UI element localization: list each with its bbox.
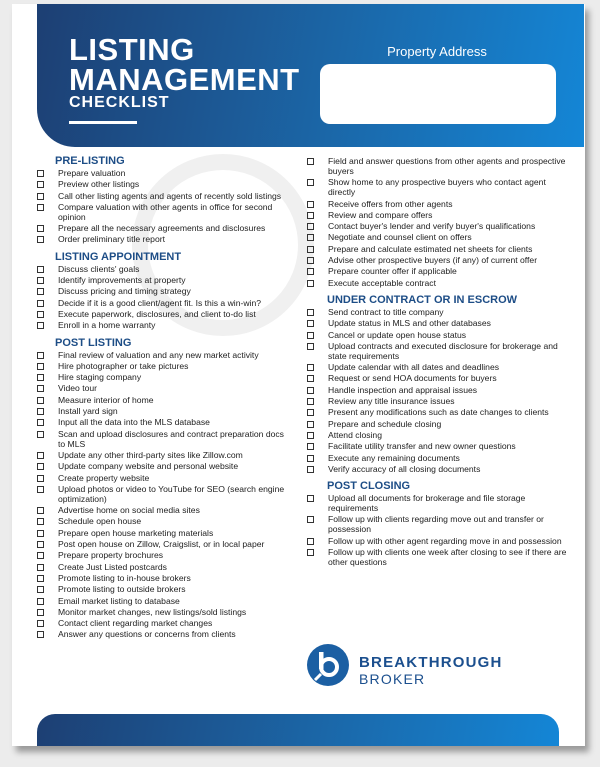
checkbox[interactable] [307, 516, 314, 523]
checklist-item [35, 361, 293, 371]
checklist-item [35, 298, 293, 308]
section-title: LISTING APPOINTMENT [55, 250, 182, 263]
checklist-item [305, 199, 567, 209]
checkbox[interactable] [307, 280, 314, 287]
logo-text-broker: BROKER [359, 671, 426, 687]
checklist-item-label: Attend closing [328, 429, 382, 440]
checkbox[interactable] [37, 288, 44, 295]
header-banner [37, 4, 584, 147]
checklist-item [305, 278, 567, 288]
checklist-item-label: Update company website and personal website [58, 461, 239, 472]
checkbox[interactable] [37, 352, 44, 359]
checklist-item-label: Show home to any prospective buyers who contact agent directly [328, 177, 546, 198]
checklist-item-label: Prepare and calculate estimated net sheets for clients [328, 243, 533, 254]
checkbox[interactable] [307, 332, 314, 339]
checklist-item [35, 562, 293, 572]
checkbox[interactable] [37, 322, 44, 329]
checklist-item [35, 550, 293, 560]
checkbox[interactable] [37, 181, 44, 188]
checklist-item [35, 484, 293, 504]
checkbox[interactable] [37, 266, 44, 273]
checkbox[interactable] [307, 455, 314, 462]
property-address-label: Property Address [387, 44, 487, 59]
checklist-item [35, 309, 293, 319]
checklist-item-label: Advise other prospective buyers (if any) of current offer [328, 255, 538, 266]
checklist-item [305, 464, 567, 474]
checklist-item [305, 514, 567, 534]
checklist-item-label: Review any title insurance issues [328, 396, 455, 407]
checkbox[interactable] [37, 507, 44, 514]
checkbox[interactable] [307, 212, 314, 219]
checklist-item-label: Handle inspection and appraisal issues [328, 384, 478, 395]
checklist-item-label: Send contract to title company [328, 306, 444, 317]
checklist-item-label: Identify improvements at property [58, 275, 186, 286]
checklist-item-label: Update any other third-party sites like Zillow.com [58, 449, 243, 460]
checklist-item-label: Prepare valuation [58, 168, 126, 178]
checkbox[interactable] [37, 385, 44, 392]
checklist-item [35, 350, 293, 360]
checklist-item-label: Upload all documents for brokerage and file storage requirements [328, 493, 526, 514]
checkbox[interactable] [307, 343, 314, 350]
checklist-item [35, 406, 293, 416]
checklist-item-label: Discuss clients' goals [58, 263, 140, 274]
checkbox[interactable] [37, 552, 44, 559]
checklist-item-label: Compare valuation with other agents in office for second opinion [58, 201, 273, 222]
checklist-item-label: Measure interior of home [58, 394, 154, 405]
checklist-item-label: Execute any remaining documents [328, 452, 460, 463]
section-title: POST LISTING [55, 336, 132, 349]
checklist-item-label: Contact buyer's lender and verify buyer's qualifications [328, 221, 536, 232]
checklist-item-label: Final review of valuation and any new market activity [58, 349, 259, 360]
checkbox[interactable] [37, 575, 44, 582]
checkbox[interactable] [37, 609, 44, 616]
checklist-item-label: Preview other listings [58, 179, 140, 190]
section-title: PRE-LISTING [55, 155, 125, 167]
checklist-item-label: Follow up with clients one week after closing to see if there are other questions [328, 547, 567, 568]
checklist-item [305, 177, 567, 197]
property-address-field[interactable] [320, 64, 556, 124]
checklist-item [35, 275, 293, 285]
checklist-item [35, 618, 293, 628]
checklist-item-label: Prepare all the necessary agreements and disclosures [58, 223, 266, 234]
checkbox[interactable] [37, 408, 44, 415]
checkbox[interactable] [307, 179, 314, 186]
checklist-item-label: Execute acceptable contract [328, 277, 436, 288]
checkbox[interactable] [307, 309, 314, 316]
checklist-item [35, 286, 293, 296]
checkbox[interactable] [37, 598, 44, 605]
checklist-item [305, 330, 567, 340]
checkbox[interactable] [37, 586, 44, 593]
checklist-item-label: Update calendar with all dates and deadlines [328, 362, 500, 373]
checklist-item [305, 385, 567, 395]
checkbox[interactable] [307, 234, 314, 241]
checkbox[interactable] [307, 246, 314, 253]
checklist-item [35, 516, 293, 526]
checklist-item-label: Scan and upload disclosures and contract preparation docs to MLS [58, 428, 284, 449]
checklist-item [35, 505, 293, 515]
checklist-item [35, 461, 293, 471]
checklist-item [305, 407, 567, 417]
checklist-item [305, 430, 567, 440]
checkbox[interactable] [37, 236, 44, 243]
checklist-item [35, 383, 293, 393]
checkbox[interactable] [37, 631, 44, 638]
checklist-item [35, 264, 293, 274]
checklist-item [305, 255, 567, 265]
checkbox[interactable] [307, 398, 314, 405]
checklist-item [305, 362, 567, 372]
checkbox[interactable] [37, 620, 44, 627]
checklist-item [305, 453, 567, 463]
footer-banner [37, 714, 559, 746]
checklist-item-label: Cancel or update open house status [328, 329, 467, 340]
checklist-item [305, 341, 567, 361]
checkbox[interactable] [307, 443, 314, 450]
checklist-item-label: Discuss pricing and timing strategy [58, 286, 191, 297]
checklist-item [35, 202, 293, 222]
checklist-item-label: Execute paperwork, disclosures, and client to-do list [58, 308, 256, 319]
checklist-item-label: Hire photographer or take pictures [58, 360, 189, 371]
checkbox[interactable] [37, 541, 44, 548]
checklist-item [35, 539, 293, 549]
checkbox[interactable] [37, 170, 44, 177]
checklist-item [35, 179, 293, 189]
checklist-item-label: Schedule open house [58, 516, 142, 527]
checklist-item [305, 266, 567, 276]
checklist-item-label: Facilitate utility transfer and new owner questions [328, 441, 516, 452]
checklist-item [35, 596, 293, 606]
checklist-item-label: Present any modifications such as date changes to clients [328, 407, 549, 418]
checklist-item [305, 221, 567, 231]
checklist-item-label: Input all the data into the MLS database [58, 417, 210, 428]
checklist-item-label: Upload contracts and executed disclosure for brokerage and state requirements [328, 340, 558, 361]
checklist-item [305, 441, 567, 451]
checkbox[interactable] [307, 538, 314, 545]
checkbox[interactable] [37, 452, 44, 459]
checkbox[interactable] [37, 518, 44, 525]
checklist-item-label: Email market listing to database [58, 595, 180, 606]
checklist-item-label: Receive offers from other agents [328, 198, 453, 209]
right-column [305, 156, 567, 568]
checkbox[interactable] [307, 320, 314, 327]
checklist-item [305, 318, 567, 328]
checklist-item [35, 607, 293, 617]
checkbox[interactable] [307, 201, 314, 208]
checklist-item-label: Promote listing to outside brokers [58, 584, 186, 595]
checklist-item-label: Answer any questions or concerns from clients [58, 629, 236, 640]
checklist-item [35, 473, 293, 483]
checklist-item [305, 493, 567, 513]
checklist-item-label: Promote listing to in-house brokers [58, 572, 191, 583]
checklist-item-label: Prepare counter offer if applicable [328, 266, 457, 277]
checkbox[interactable] [37, 363, 44, 370]
checkbox[interactable] [37, 431, 44, 438]
left-column [35, 156, 293, 641]
checkbox[interactable] [37, 397, 44, 404]
checklist-item-label: Follow up with clients regarding move out and transfer or possession [328, 514, 544, 535]
checklist-item-label: Video tour [58, 383, 98, 394]
checklist-item-label: Advertise home on social media sites [58, 505, 200, 516]
checkbox[interactable] [37, 225, 44, 232]
checkbox[interactable] [307, 364, 314, 371]
checkbox[interactable] [307, 158, 314, 165]
checkbox[interactable] [307, 223, 314, 230]
checklist-item [35, 234, 293, 244]
title-line-3: CHECKLIST [69, 94, 170, 111]
checkbox[interactable] [307, 409, 314, 416]
checkbox[interactable] [37, 311, 44, 318]
checkbox[interactable] [37, 486, 44, 493]
checkbox[interactable] [37, 564, 44, 571]
checklist-item-label: Request or send HOA documents for buyers [328, 373, 497, 384]
section-title: POST CLOSING [327, 480, 411, 493]
section-title: UNDER CONTRACT OR IN ESCROW [327, 293, 518, 306]
checklist-item-label: Upload photos or video to YouTube for SEO (search engine optimization) [58, 483, 285, 504]
checkbox[interactable] [307, 268, 314, 275]
checklist-item-label: Contact client regarding market changes [58, 618, 213, 629]
title-line-1: LISTING [69, 32, 195, 67]
checklist-item [305, 156, 567, 176]
checklist-item-label: Prepare open house marketing materials [58, 527, 214, 538]
checklist-item-label: Prepare and schedule closing [328, 418, 442, 429]
checklist-item [35, 191, 293, 201]
checklist-item [305, 396, 567, 406]
logo-text-breakthrough: BREAKTHROUGH [359, 654, 503, 671]
checklist-item [35, 168, 293, 178]
checklist-item [305, 232, 567, 242]
checklist-item [35, 429, 293, 449]
checklist-item-label: Verify accuracy of all closing documents [328, 463, 481, 474]
checkbox[interactable] [307, 549, 314, 556]
checkbox[interactable] [37, 374, 44, 381]
checklist-item [35, 417, 293, 427]
checkbox[interactable] [37, 463, 44, 470]
checkbox[interactable] [307, 466, 314, 473]
title-line-2: MANAGEMENT [69, 62, 300, 97]
checkbox[interactable] [37, 277, 44, 284]
checklist-item [35, 223, 293, 233]
checkbox[interactable] [37, 475, 44, 482]
checklist-item-label: Monitor market changes, new listings/sold listings [58, 606, 247, 617]
checkbox[interactable] [307, 375, 314, 382]
checklist-item [35, 573, 293, 583]
checklist-item [35, 372, 293, 382]
checkbox[interactable] [307, 432, 314, 439]
checklist-item [35, 528, 293, 538]
checklist-item-label: Create property website [58, 472, 150, 483]
checklist-item [35, 320, 293, 330]
checklist-item-label: Enroll in a home warranty [58, 320, 156, 331]
checklist-page [12, 4, 585, 746]
checklist-item [305, 419, 567, 429]
brand-logo [307, 644, 537, 692]
checklist-item [35, 584, 293, 594]
checklist-item [305, 307, 567, 317]
b-logo-icon [307, 644, 349, 686]
checkbox[interactable] [37, 300, 44, 307]
checklist-item-label: Decide if it is a good client/agent fit. Is this a win-win? [58, 297, 262, 308]
checklist-item [35, 450, 293, 460]
checklist-item-label: Follow up with other agent regarding move in and possession [328, 535, 562, 546]
checklist-item [305, 536, 567, 546]
checklist-item [305, 547, 567, 567]
checkbox[interactable] [37, 530, 44, 537]
checklist-item [35, 629, 293, 639]
checkbox[interactable] [37, 193, 44, 200]
checklist-item-label: Order preliminary title report [58, 234, 165, 245]
checklist-item-label: Field and answer questions from other agents and prospective buyers [328, 156, 566, 176]
checkbox[interactable] [37, 419, 44, 426]
checklist-item [305, 373, 567, 383]
checkbox[interactable] [307, 421, 314, 428]
checklist-item [35, 395, 293, 405]
checklist-item-label: Update status in MLS and other databases [328, 318, 491, 329]
checkbox[interactable] [307, 495, 314, 502]
checklist-item [305, 244, 567, 254]
title-underline [69, 121, 137, 124]
checklist-item-label: Hire staging company [58, 372, 142, 383]
checklist-item-label: Review and compare offers [328, 209, 433, 220]
checklist-item-label: Call other listing agents and agents of recently sold listings [58, 190, 282, 201]
checklist-item-label: Negotiate and counsel client on offers [328, 232, 472, 243]
checklist-item [305, 210, 567, 220]
checklist-item-label: Create Just Listed postcards [58, 561, 167, 572]
checkbox[interactable] [307, 387, 314, 394]
checklist-item-label: Post open house on Zillow, Craigslist, or in local paper [58, 539, 265, 550]
checkbox[interactable] [37, 204, 44, 211]
checkbox[interactable] [307, 257, 314, 264]
checklist-item-label: Prepare property brochures [58, 550, 164, 561]
checklist-item-label: Install yard sign [58, 406, 118, 417]
